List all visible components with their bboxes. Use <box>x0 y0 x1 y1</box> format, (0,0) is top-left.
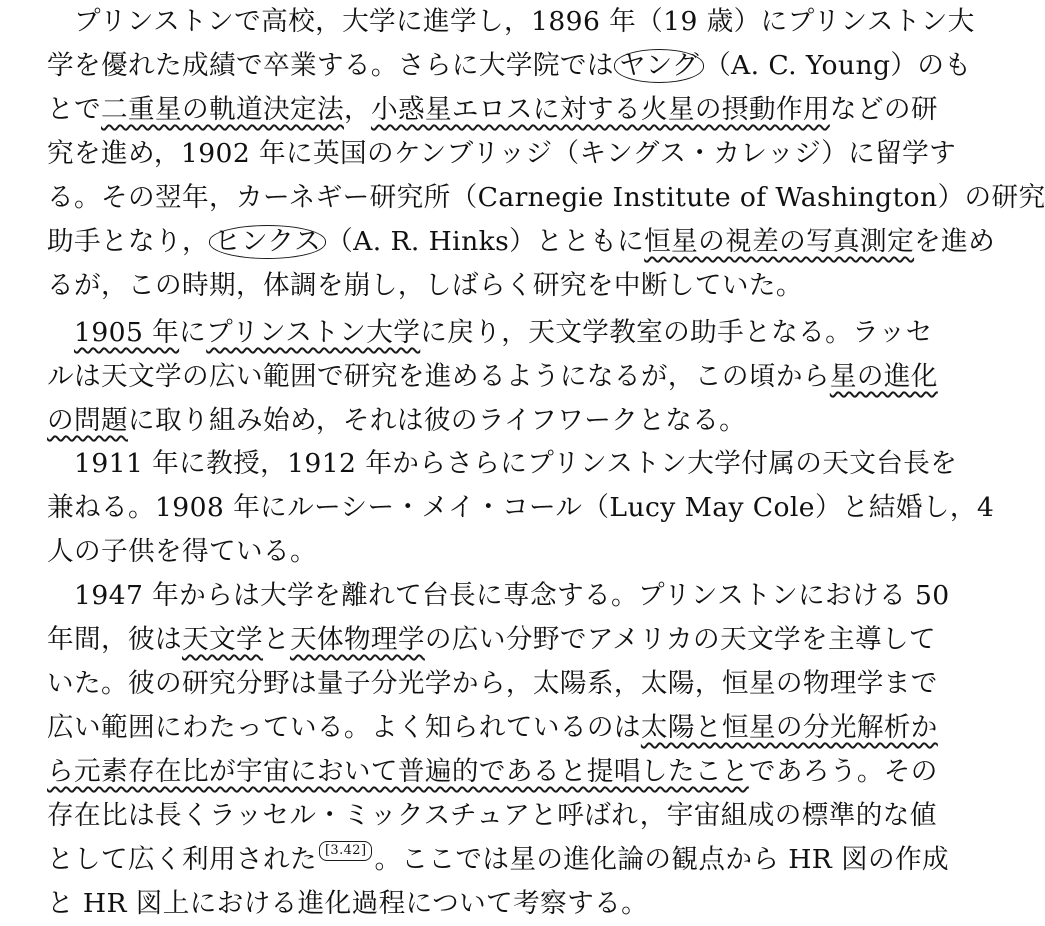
text-line <box>47 264 803 308</box>
text-segment: （A. C. Young）のも <box>704 50 972 81</box>
text-segment: プリンストンで高校，大学に進学し，1896 年（19 歳）にプリンストン大 <box>47 6 975 37</box>
underlined-phrase: 太陽と恒星の分光解析か <box>640 712 938 743</box>
underlined-phrase: 1905 年 <box>74 317 180 348</box>
text-segment: （A. R. Hinks）とともに <box>326 226 645 257</box>
underlined-phrase: 天体物理学 <box>289 624 425 655</box>
underlined-phrase: 小惑星エロスに対する火星の摂動作用 <box>370 94 830 125</box>
text-line <box>47 44 971 88</box>
text-segment: を進め <box>914 226 996 257</box>
text-segment <box>47 317 74 348</box>
text-segment: 広い範囲にわたっている。よく知られているのは <box>47 712 641 743</box>
text-segment: として広く利用された <box>47 844 317 875</box>
text-line <box>47 0 975 44</box>
text-line <box>47 530 317 574</box>
circled-name: ヤング <box>614 49 704 83</box>
text-segment: とで <box>47 94 101 125</box>
text-segment: 1911 年に教授，1912 年からさらにプリンストン大学付属の天文台長を <box>47 448 958 479</box>
underlined-phrase: ら元素存在比が宇宙において普遍的であると提唱したこと <box>47 756 749 787</box>
text-line <box>47 311 933 355</box>
text-line <box>47 574 950 618</box>
text-segment: 助手となり， <box>47 226 209 257</box>
text-line <box>47 176 1045 220</box>
text-segment: と <box>262 624 290 655</box>
underlined-phrase: 星の進化 <box>829 361 938 392</box>
text-line <box>47 662 938 706</box>
text-segment: に <box>179 317 207 348</box>
text-line <box>47 132 956 176</box>
text-line <box>47 838 949 882</box>
text-segment: 。ここでは星の進化論の観点から HR 図の作成 <box>374 844 950 875</box>
underlined-phrase: 天文学 <box>181 624 263 655</box>
underlined-phrase: の問題 <box>47 405 128 436</box>
text-segment: 年間，彼は <box>47 624 182 655</box>
text-line <box>47 706 938 750</box>
text-segment: いた。彼の研究分野は量子分光学から，太陽系，太陽，恒星の物理学まで <box>47 668 938 699</box>
text-segment: 学を優れた成績で卒業する。さらに大学院では <box>47 50 614 81</box>
text-segment: ルは天文学の広い範囲で研究を進めるようになるが，この頃から <box>47 361 830 392</box>
text-segment: るが，この時期，体調を崩し，しばらく研究を中断していた。 <box>47 270 803 301</box>
text-segment: などの研 <box>829 94 938 125</box>
text-line <box>47 794 937 838</box>
text-line <box>47 486 994 530</box>
text-segment: であろう。その <box>748 756 938 787</box>
text-segment: と HR 図上における進化過程について考察する。 <box>47 888 649 919</box>
text-line <box>47 355 938 399</box>
text-line <box>47 88 938 132</box>
text-line <box>47 618 936 662</box>
text-line <box>47 399 746 443</box>
circled-name: ヒンクス <box>209 225 326 259</box>
text-line <box>47 750 938 794</box>
text-segment: 存在比は長くラッセル・ミックスチュアと呼ばれ，宇宙組成の標準的な値 <box>47 800 937 831</box>
text-segment: る。その翌年，カーネギー研究所（Carnegie Institute of Washington）の研究 <box>47 182 1045 213</box>
text-segment: 究を進め，1902 年に英国のケンブリッジ（キングス・カレッジ）に留学す <box>47 138 957 169</box>
text-segment: 兼ねる。1908 年にルーシー・メイ・コール（Lucy May Cole）と結婚し，4 <box>47 492 995 523</box>
citation-ref: [3.42] <box>319 841 373 861</box>
text-line <box>47 442 957 486</box>
text-segment: 人の子供を得ている。 <box>47 536 317 567</box>
text-segment: の広い分野でアメリカの天文学を主導して <box>424 624 936 655</box>
text-segment: 1947 年からは大学を離れて台長に専念する。プリンストンにおける 50 <box>47 580 950 611</box>
underlined-phrase: 恒星の視差の写真測定 <box>644 226 915 257</box>
text-segment: に戻り，天文学教室の助手となる。ラッセ <box>420 317 933 348</box>
underlined-phrase: プリンストン大学 <box>206 317 421 348</box>
text-segment: ， <box>343 94 371 125</box>
text-line <box>47 882 648 926</box>
text-segment: に取り組み始め，それは彼のライフワークとなる。 <box>127 405 747 436</box>
text-line <box>47 220 995 264</box>
underlined-phrase: 二重星の軌道決定法 <box>101 94 344 125</box>
